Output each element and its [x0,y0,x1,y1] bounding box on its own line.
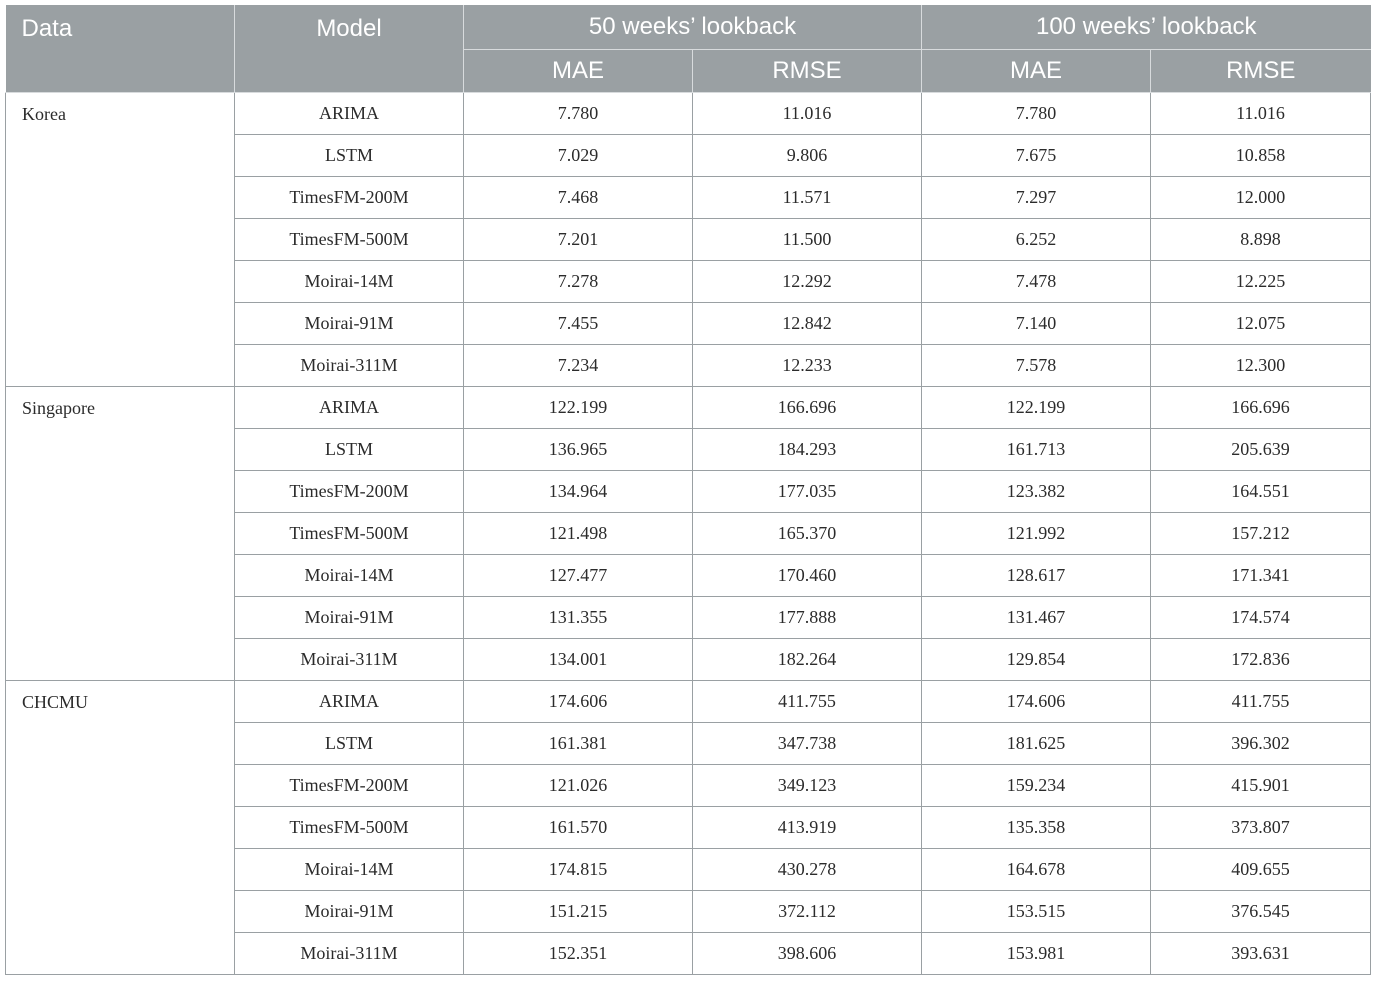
cell-model: ARIMA [235,681,464,723]
dataset-name: Singapore [6,387,235,681]
cell-rmse50: 166.696 [693,387,922,429]
cell-model: TimesFM-200M [235,765,464,807]
cell-rmse100: 409.655 [1151,849,1371,891]
cell-rmse50: 11.500 [693,219,922,261]
dataset-name: CHCMU [6,681,235,975]
cell-mae100: 128.617 [922,555,1151,597]
cell-rmse50: 411.755 [693,681,922,723]
cell-mae100: 121.992 [922,513,1151,555]
cell-rmse50: 349.123 [693,765,922,807]
cell-rmse50: 182.264 [693,639,922,681]
dataset-name: Korea [6,93,235,387]
cell-rmse50: 12.292 [693,261,922,303]
cell-model: LSTM [235,723,464,765]
cell-mae100: 164.678 [922,849,1151,891]
cell-mae100: 161.713 [922,429,1151,471]
cell-mae100: 7.140 [922,303,1151,345]
cell-mae100: 7.780 [922,93,1151,135]
cell-rmse100: 171.341 [1151,555,1371,597]
cell-model: LSTM [235,429,464,471]
cell-model: TimesFM-200M [235,471,464,513]
cell-rmse50: 12.842 [693,303,922,345]
cell-rmse100: 393.631 [1151,933,1371,975]
cell-mae50: 121.498 [464,513,693,555]
cell-mae100: 131.467 [922,597,1151,639]
header-mae-50: MAE [464,50,693,93]
cell-mae50: 174.606 [464,681,693,723]
table-header [6,5,1371,93]
cell-mae50: 7.455 [464,303,693,345]
cell-rmse100: 396.302 [1151,723,1371,765]
cell-mae100: 153.515 [922,891,1151,933]
cell-mae50: 122.199 [464,387,693,429]
cell-model: Moirai-14M [235,555,464,597]
cell-rmse100: 376.545 [1151,891,1371,933]
cell-rmse100: 411.755 [1151,681,1371,723]
cell-mae100: 7.578 [922,345,1151,387]
cell-rmse100: 11.016 [1151,93,1371,135]
cell-rmse50: 372.112 [693,891,922,933]
cell-rmse100: 166.696 [1151,387,1371,429]
cell-mae100: 153.981 [922,933,1151,975]
cell-rmse50: 9.806 [693,135,922,177]
header-rmse-50: RMSE [693,50,922,93]
cell-rmse100: 10.858 [1151,135,1371,177]
cell-mae50: 151.215 [464,891,693,933]
table-body [6,93,1371,975]
cell-mae50: 7.234 [464,345,693,387]
table-row [6,681,1371,723]
cell-rmse100: 12.225 [1151,261,1371,303]
cell-rmse100: 172.836 [1151,639,1371,681]
cell-model: LSTM [235,135,464,177]
cell-rmse50: 11.571 [693,177,922,219]
cell-rmse100: 12.000 [1151,177,1371,219]
cell-rmse50: 184.293 [693,429,922,471]
cell-mae100: 181.625 [922,723,1151,765]
cell-model: Moirai-311M [235,345,464,387]
cell-rmse100: 205.639 [1151,429,1371,471]
cell-model: Moirai-91M [235,303,464,345]
cell-rmse100: 12.300 [1151,345,1371,387]
cell-model: ARIMA [235,93,464,135]
cell-mae100: 7.675 [922,135,1151,177]
cell-mae100: 122.199 [922,387,1151,429]
cell-model: TimesFM-500M [235,807,464,849]
cell-mae50: 127.477 [464,555,693,597]
cell-mae50: 134.001 [464,639,693,681]
cell-mae50: 136.965 [464,429,693,471]
cell-mae100: 6.252 [922,219,1151,261]
cell-rmse100: 174.574 [1151,597,1371,639]
cell-mae100: 135.358 [922,807,1151,849]
cell-rmse50: 165.370 [693,513,922,555]
cell-rmse100: 8.898 [1151,219,1371,261]
cell-mae50: 134.964 [464,471,693,513]
cell-rmse100: 164.551 [1151,471,1371,513]
cell-rmse50: 413.919 [693,807,922,849]
cell-rmse50: 177.888 [693,597,922,639]
cell-rmse50: 11.016 [693,93,922,135]
header-lookback-100: 100 weeks’ lookback [922,5,1371,50]
cell-mae50: 121.026 [464,765,693,807]
cell-rmse100: 157.212 [1151,513,1371,555]
cell-mae50: 131.355 [464,597,693,639]
cell-rmse50: 12.233 [693,345,922,387]
cell-mae50: 7.468 [464,177,693,219]
cell-mae50: 7.780 [464,93,693,135]
cell-model: ARIMA [235,387,464,429]
cell-rmse100: 415.901 [1151,765,1371,807]
cell-model: Moirai-91M [235,891,464,933]
cell-model: TimesFM-500M [235,513,464,555]
results-table [5,5,1371,975]
header-model: Model [235,5,464,93]
cell-mae50: 174.815 [464,849,693,891]
header-lookback-50: 50 weeks’ lookback [464,5,922,50]
cell-mae50: 7.201 [464,219,693,261]
cell-mae50: 7.278 [464,261,693,303]
cell-rmse100: 373.807 [1151,807,1371,849]
cell-model: TimesFM-500M [235,219,464,261]
cell-rmse50: 430.278 [693,849,922,891]
cell-mae100: 7.297 [922,177,1151,219]
cell-rmse50: 398.606 [693,933,922,975]
table-row [6,387,1371,429]
cell-rmse50: 177.035 [693,471,922,513]
header-rmse-100: RMSE [1151,50,1371,93]
cell-rmse50: 170.460 [693,555,922,597]
cell-mae50: 161.381 [464,723,693,765]
header-mae-100: MAE [922,50,1151,93]
cell-mae50: 7.029 [464,135,693,177]
cell-model: TimesFM-200M [235,177,464,219]
cell-model: Moirai-14M [235,261,464,303]
cell-rmse50: 347.738 [693,723,922,765]
cell-mae50: 161.570 [464,807,693,849]
cell-mae100: 7.478 [922,261,1151,303]
header-data: Data [6,5,235,93]
cell-model: Moirai-91M [235,597,464,639]
cell-rmse100: 12.075 [1151,303,1371,345]
table-row [6,93,1371,135]
cell-model: Moirai-14M [235,849,464,891]
cell-mae50: 152.351 [464,933,693,975]
cell-mae100: 174.606 [922,681,1151,723]
cell-mae100: 129.854 [922,639,1151,681]
cell-mae100: 123.382 [922,471,1151,513]
cell-model: Moirai-311M [235,639,464,681]
cell-model: Moirai-311M [235,933,464,975]
cell-mae100: 159.234 [922,765,1151,807]
